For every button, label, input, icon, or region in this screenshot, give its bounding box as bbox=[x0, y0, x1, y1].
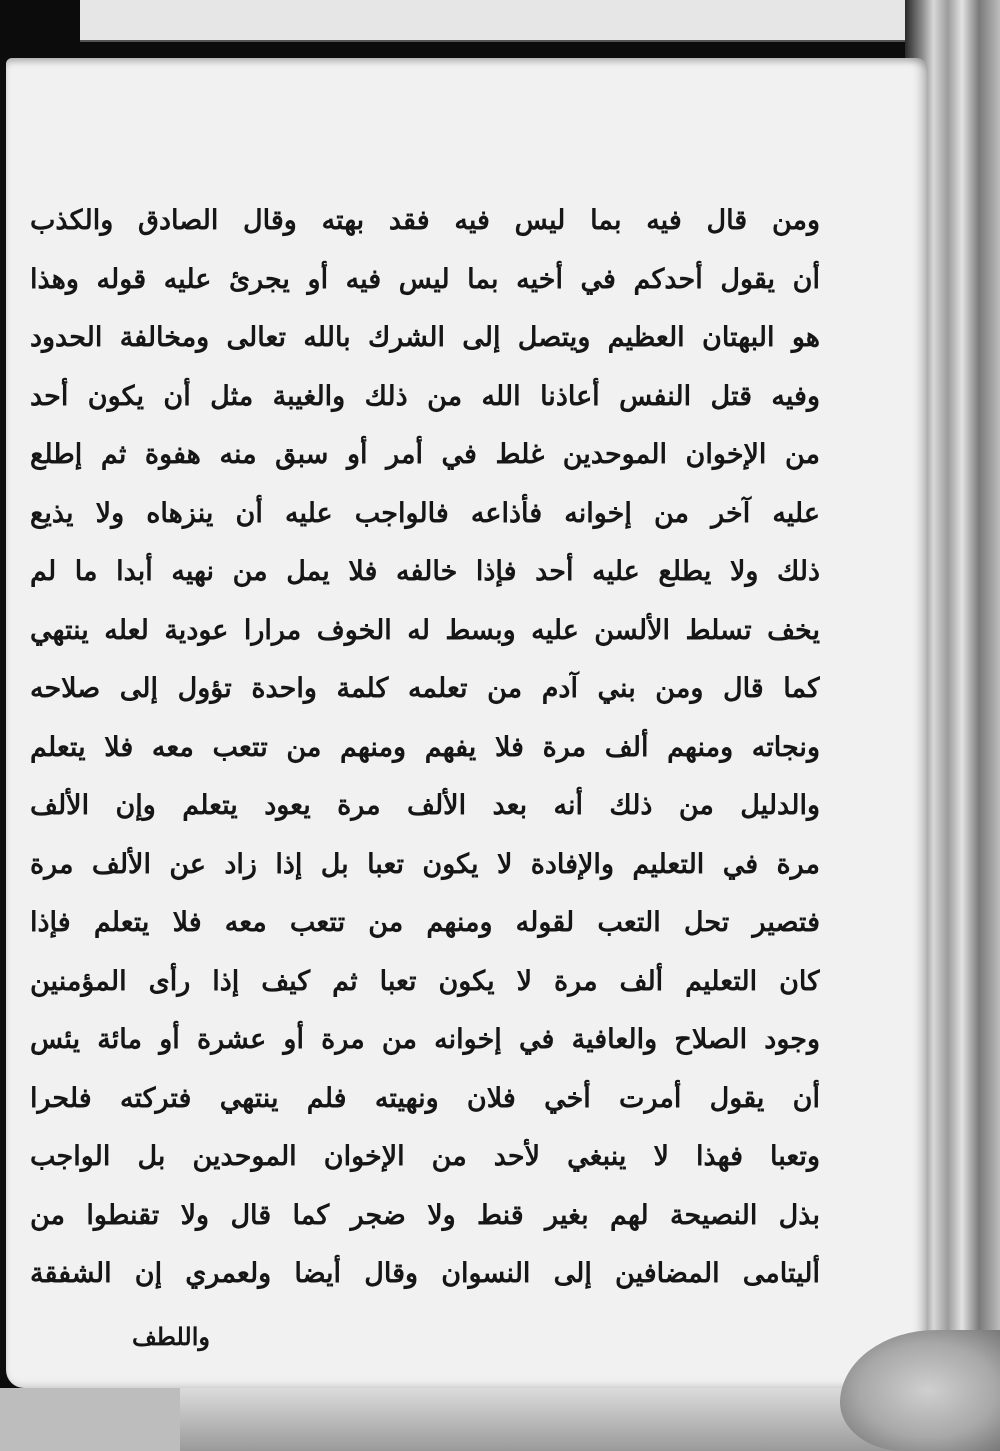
text-line: أن يقول أحدكم في أخيه بما ليس فيه أو يجرئ عليه قوله وهذا bbox=[30, 263, 820, 295]
text-line: يخف تسلط الألسن عليه وبسط له الخوف مرارا عودية لعله ينتهي bbox=[30, 614, 820, 646]
text-line: مرة في التعليم والإفادة لا يكون تعبا بل إذا زاد عن الألف مرة bbox=[30, 848, 820, 880]
text-line: فتصير تحل التعب لقوله ومنهم من تتعب معه فلا يتعلم فإذا bbox=[30, 907, 820, 938]
previous-page-edge bbox=[80, 0, 910, 42]
text-line: ونجاته ومنهم ألف مرة فلا يفهم ومنهم من تتعب معه فلا يتعلم bbox=[30, 731, 820, 763]
text-line: ذلك ولا يطلع عليه أحد فإذا خالفه فلا يمل من نهيه أبدا ما لم bbox=[30, 556, 820, 587]
text-line: وجود الصلاح والعافية في إخوانه من مرة أو عشرة أو مائة يئس bbox=[30, 1024, 820, 1055]
manuscript-text bbox=[30, 192, 820, 1304]
text-line: هو البهتان العظيم ويتصل إلى الشرك بالله تعالى ومخالفة الحدود bbox=[30, 322, 820, 353]
text-line: وفيه قتل النفس أعاذنا الله من ذلك والغيبة مثل أن يكون أحد bbox=[30, 380, 820, 412]
text-line: عليه آخر من إخوانه فأذاعه فالواجب عليه أن ينزهاه ولا يذيع bbox=[30, 497, 820, 529]
text-line: والدليل من ذلك أنه بعد الألف مرة يعود يتعلم وإن الألف bbox=[30, 790, 820, 821]
text-line: بذل النصيحة لهم بغير قنط ولا ضجر كما قال ولا تقنطوا من bbox=[30, 1199, 820, 1231]
text-line: من الإخوان الموحدين غلط في أمر أو سبق منه هفوة ثم إطلع bbox=[30, 439, 820, 470]
text-line: كما قال ومن بني آدم من تعلمه كلمة واحدة تؤول إلى صلاحه bbox=[30, 673, 820, 704]
text-line: أن يقول أمرت أخي فلان ونهيته فلم ينتهي فتركته فلحرا bbox=[30, 1082, 820, 1114]
catchword: واللطف bbox=[131, 1322, 210, 1351]
text-line: أليتامى المضافين إلى النسوان وقال أيضا ولعمري إن الشفقة bbox=[30, 1258, 820, 1289]
text-line: ومن قال فيه بما ليس فيه فقد بهته وقال الصادق والكذب bbox=[30, 205, 820, 236]
text-line: كان التعليم ألف مرة لا يكون تعبا ثم كيف إذا رأى المؤمنين bbox=[30, 965, 820, 997]
text-line: وتعبا فهذا لا ينبغي لأحد من الإخوان الموحدين بل الواجب bbox=[30, 1141, 820, 1172]
